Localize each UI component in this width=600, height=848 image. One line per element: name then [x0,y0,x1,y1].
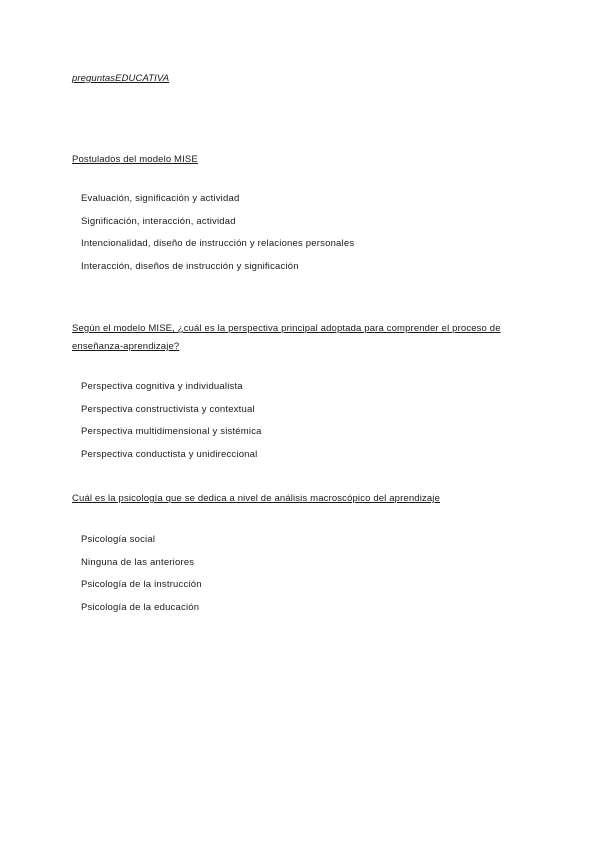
answer-option[interactable]: Significación, interacción, actividad [81,215,236,227]
answer-option[interactable]: Perspectiva constructivista y contextual [81,403,255,415]
answer-option[interactable]: Evaluación, significación y actividad [81,193,240,204]
question-title: Cuál es la psicología que se dedica a nivel de análisis macroscópico del aprendizaje [72,493,441,504]
question-title: Postulados del modelo MISE [72,154,198,165]
answer-option[interactable]: Psicología social [81,534,156,545]
answer-option[interactable]: Ninguna de las anteriores [81,556,195,568]
document-title: preguntasEDUCATIVA [72,73,170,84]
answer-option[interactable]: Interacción, diseños de instrucción y significación [81,261,299,273]
answer-option[interactable]: Perspectiva cognitiva y individualista [81,381,243,392]
answer-option[interactable]: Psicología de la educación [81,602,200,614]
answer-option[interactable]: Perspectiva conductista y unidireccional [81,449,258,461]
question-title: Según el modelo MISE, ¿cuál es la perspectiva principal adoptada para comprender el proceso de enseñanza-aprendizaje? [72,323,501,352]
answer-options [81,380,262,471]
answer-options [81,533,202,624]
answer-option[interactable]: Perspectiva multidimensional y sistémica [81,426,262,438]
answer-option[interactable]: Intencionalidad, diseño de instrucción y relaciones personales [81,238,355,250]
answer-options [81,192,354,283]
answer-option[interactable]: Psicología de la instrucción [81,579,202,591]
